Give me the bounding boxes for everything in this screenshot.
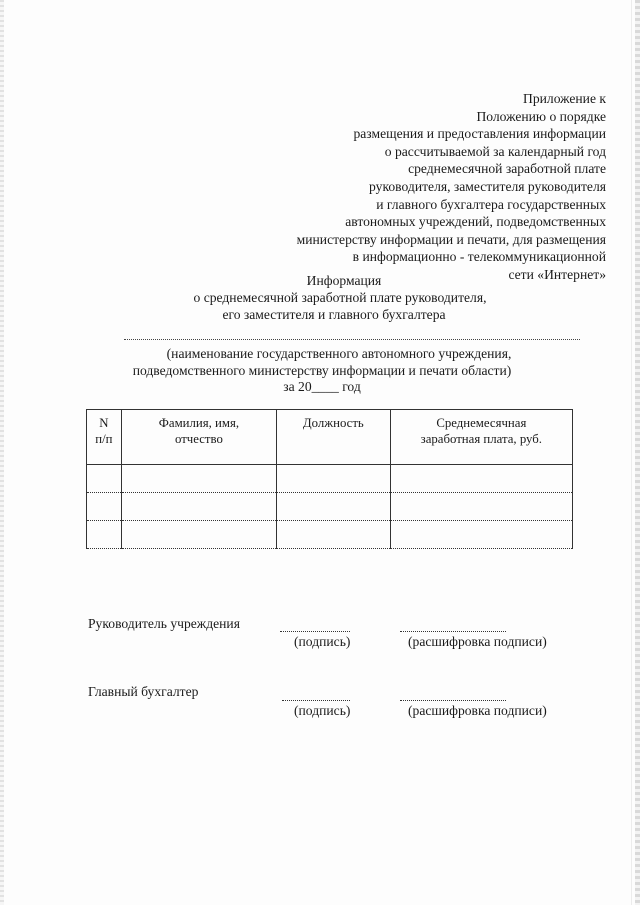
header-salary-line-2: заработная плата, руб. <box>420 431 542 446</box>
table-header-row <box>87 410 573 465</box>
header-number-line-1: N <box>99 416 109 430</box>
appendix-line: сети «Интернет» <box>508 266 606 282</box>
organization-name-line <box>124 339 580 340</box>
title-line-2: о среднемесячной заработной плате руководителя, <box>193 290 487 305</box>
title-line-1: Информация <box>306 273 382 288</box>
org-caption-line-2: подведомственного министерству информации и печати области) <box>132 362 512 378</box>
table-cell <box>277 465 391 493</box>
head-signature-label: Руководитель учреждения <box>88 616 240 631</box>
title-line-3: его заместителя и главного бухгалтера <box>222 307 446 322</box>
table-cell <box>121 493 276 521</box>
table-cell <box>121 521 276 549</box>
header-full-name <box>121 410 276 465</box>
document-title <box>0 272 640 323</box>
table-cell <box>87 493 122 521</box>
head-decryption-line <box>400 631 506 632</box>
appendix-line: министерству информации и печати, для размещения <box>296 231 606 247</box>
header-number-line-2: п/п <box>95 431 113 446</box>
header-full-name-line-1: Фамилия, имя, <box>158 416 240 430</box>
table-row <box>87 465 573 493</box>
year-line: за 20____ год <box>283 379 361 394</box>
organization-caption <box>0 346 640 396</box>
appendix-line: в информационно - телекоммуникационной <box>352 249 606 265</box>
accountant-signature-caption: (подпись) <box>294 703 351 718</box>
header-position <box>277 410 391 465</box>
table-cell <box>390 465 572 493</box>
appendix-line: о рассчитываемой за календарный год <box>384 143 606 159</box>
appendix-line: автономных учреждений, подведомственных <box>345 214 606 230</box>
table-cell <box>121 465 276 493</box>
header-salary-line-1: Среднемесячная <box>436 416 527 430</box>
header-number <box>87 410 122 465</box>
appendix-line: среднемесячной заработной плате <box>408 161 606 177</box>
header-full-name-line-2: отчество <box>174 431 223 446</box>
appendix-line: и главного бухгалтера государственных <box>376 196 606 212</box>
appendix-line: размещения и предоставления информации <box>353 126 606 142</box>
head-signature-caption: (подпись) <box>294 634 351 649</box>
scan-edge-right-line <box>631 0 632 905</box>
table-row <box>87 521 573 549</box>
appendix-line: Положению о порядке <box>476 108 606 124</box>
scan-edge-left <box>0 0 4 905</box>
scan-edge-right <box>635 0 640 905</box>
accountant-signature-label: Главный бухгалтер <box>88 684 199 699</box>
head-signature-line <box>280 631 350 632</box>
org-caption-line-1: (наименование государственного автономного учреждения, <box>166 346 512 361</box>
header-salary <box>390 410 572 465</box>
table-cell <box>277 493 391 521</box>
table-row <box>87 493 573 521</box>
table-cell <box>390 521 572 549</box>
appendix-line: руководителя, заместителя руководителя <box>369 178 606 194</box>
table-cell <box>87 521 122 549</box>
appendix-header <box>186 90 606 284</box>
table-cell <box>277 521 391 549</box>
head-decryption-caption: (расшифровка подписи) <box>408 634 547 649</box>
accountant-signature-line <box>282 700 350 701</box>
salary-table <box>86 409 573 549</box>
appendix-line: Приложение к <box>523 91 606 106</box>
accountant-decryption-line <box>400 700 506 701</box>
table-cell <box>390 493 572 521</box>
table-cell <box>87 465 122 493</box>
accountant-decryption-caption: (расшифровка подписи) <box>408 703 547 718</box>
header-position-label: Должность <box>302 416 364 430</box>
